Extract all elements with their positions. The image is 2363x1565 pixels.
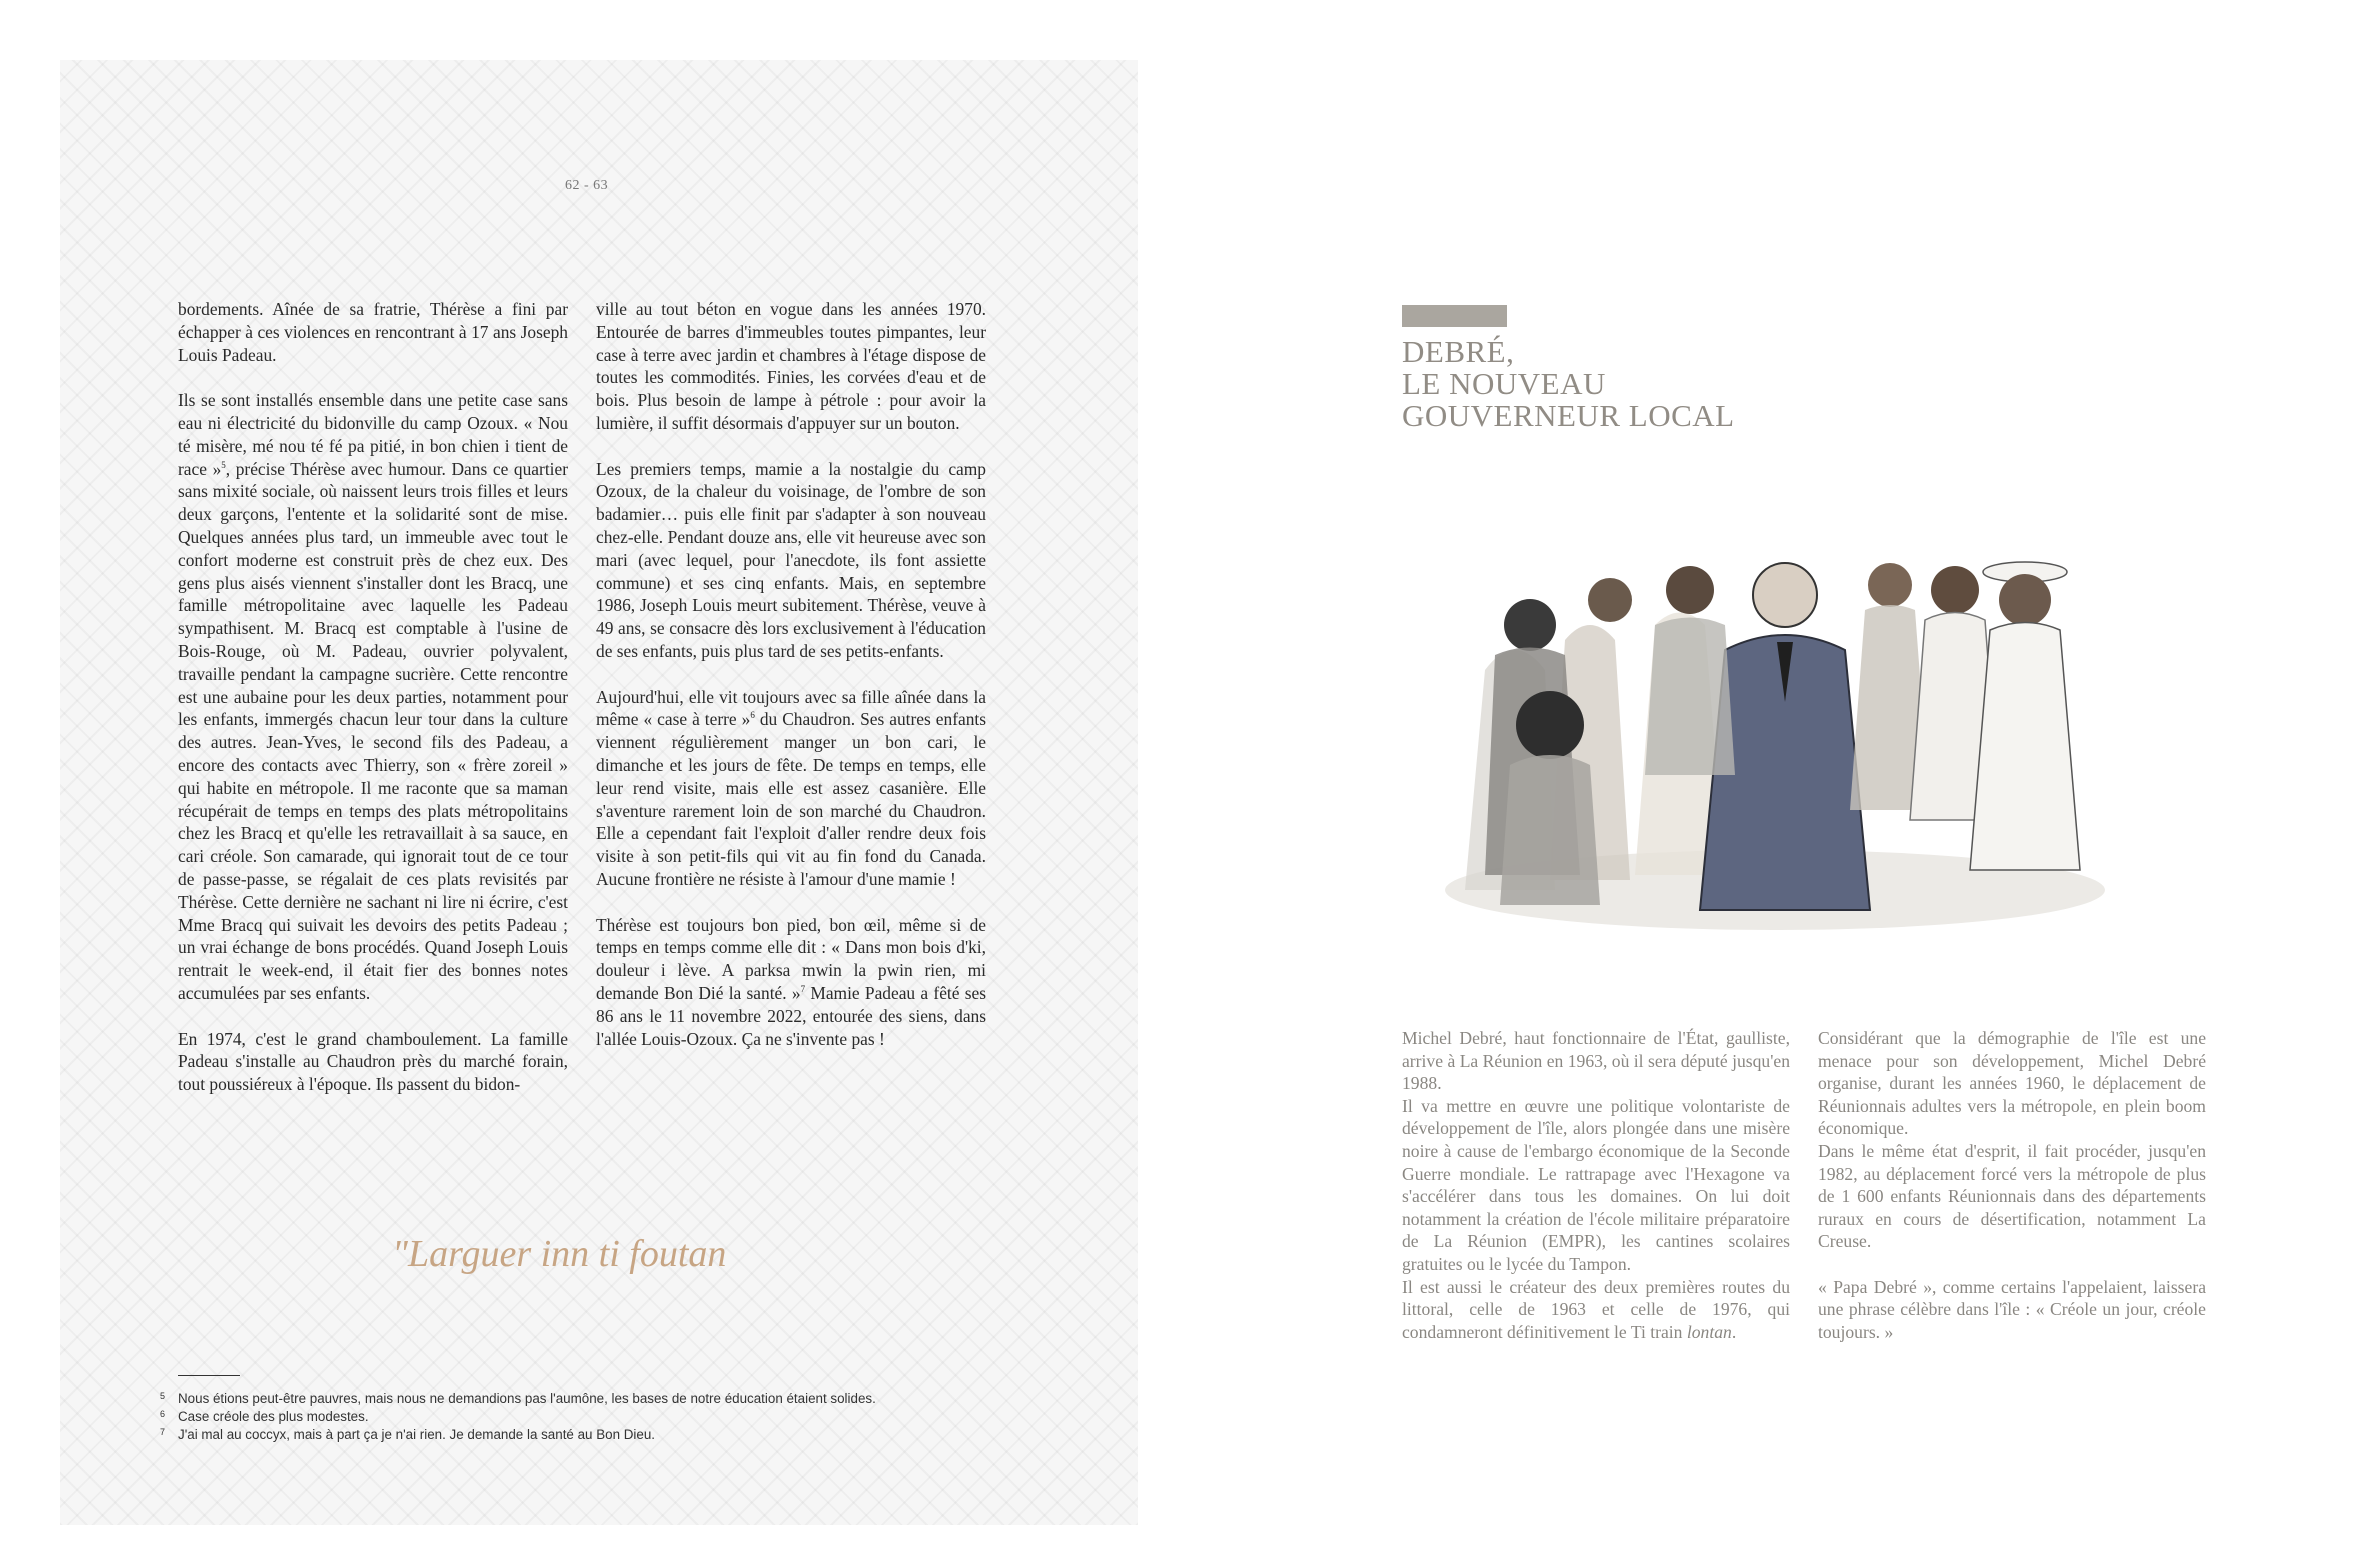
- footnotes: [160, 1390, 876, 1444]
- paragraph: Il va mettre en œuvre une politique volontariste de développement de l'île, alors plongée dans une misère noire à cause de l'embargo économique de la Seconde Guerre mondiale. Le rattrapage avec l'Hexagone va s'accélérer dans tous les domaines. On lui doit notamment la création de l'école militaire préparatoire de La Réunion (EMPR), les cantines scolaires gratuites ou le lycée du Tampon.: [1402, 1095, 1790, 1274]
- illustration-crowd-image: [1425, 530, 2125, 950]
- footnote-ref[interactable]: 7: [800, 984, 806, 995]
- paragraph: Michel Debré, haut fonctionnaire de l'État, gaulliste, arrive à La Réunion en 1963, où il sera député jusqu'en 1988.: [1402, 1028, 1790, 1094]
- pull-quote: "Larguer inn ti foutan: [392, 1233, 727, 1275]
- paragraph: Dans le même état d'esprit, il fait procéder, jusqu'en 1982, au déplacement forcé vers la métropole de plus de 1 600 enfants Réunionnais dans des départements ruraux en cours de désertification, notamment La Creuse.: [1818, 1140, 2206, 1252]
- footnote: 7 J'ai mal au coccyx, mais à part ça je n'ai rien. Je demande la santé au Bon Dieu.: [160, 1427, 656, 1442]
- footnote-divider: [178, 1375, 240, 1376]
- paragraph: En 1974, c'est le grand chamboulement. La famille Padeau s'installe au Chaudron près du marché forain, tout poussiéreux à l'époque. Ils passent du bidon-: [178, 1028, 568, 1095]
- sidebar-column-1: [1402, 1027, 1790, 1343]
- paragraph: Il est aussi le créateur des deux premières routes du littoral, celle de 1963 et celle de 1976, qui condamneront définitivement le Ti train lontan.: [1402, 1276, 1790, 1342]
- paragraph: Thérèse est toujours bon pied, bon œil, même si de temps en temps comme elle dit : « Dans mon bois d'ki, douleur i lève. A parksa mwin la pwin rien, mi demande Bon Dié la santé. »$^7$ Mamie Padeau a fêté ses 86 ans le 11 novembre 2022, entourée des siens, dans l'allée Louis-Ozoux. Ça ne s'invente pas !: [596, 914, 986, 1049]
- paragraph: Aujourd'hui, elle vit toujours avec sa fille aînée dans la même « case à terre »$^6$ du Chaudron. Ses autres enfants viennent régulièrement manger un bon cari, le dimanche et les jours de fête. De temps en temps, elle leur rend visite, mais elle est assez casanière. Elle s'aventure rarement loin de son marché du Chaudron. Elle a cependant fait l'exploit d'aller rendre deux fois visite à son petit-fils qui vit au fin fond du Canada. Aucune frontière ne résiste à l'amour d'une mamie !: [596, 686, 986, 889]
- sidebar-column-2: [1818, 1027, 2206, 1343]
- footnote-ref[interactable]: 5: [221, 459, 226, 470]
- paragraph: bordements. Aînée de sa fratrie, Thérèse a fini par échapper à ces violences en rencontrant à 17 ans Joseph Louis Padeau.: [178, 299, 568, 365]
- article-column-2: [596, 298, 986, 1073]
- paragraph: « Papa Debré », comme certains l'appelaient, laissera une phrase célèbre dans l'île : « Créole un jour, créole toujours. »: [1818, 1276, 2206, 1342]
- footnote: 6 Case créole des plus modestes.: [160, 1409, 369, 1424]
- paragraph: Les premiers temps, mamie a la nostalgie du camp Ozoux, de la chaleur du voisinage, de l'ombre de son badamier… puis elle finit par s'adapter à son nouveau chez-elle. Pendant douze ans, elle vit heureuse avec son mari (avec lequel, pour l'anecdote, ils font assiette commune) et ses cinq enfants. Mais, en septembre 1986, Joseph Louis meurt subitement. Thérèse, veuve à 49 ans, se consacre dès lors exclusivement à l'éducation de ses enfants, puis plus tard de ses petits-enfants.: [596, 458, 986, 661]
- footnote: 5 Nous étions peut-être pauvres, mais nous ne demandions pas l'aumône, les bases de notre éducation étaient solides.: [160, 1391, 876, 1406]
- article-column-1: [178, 298, 568, 1119]
- paragraph: ville au tout béton en vogue dans les années 1970. Entourée de barres d'immeubles toutes pimpantes, leur case à terre avec jardin et chambres à l'étage dispose de toutes les commodités. Finies, les corvées d'eau et de bois. Plus besoin de lampe à pétrole : pour avoir la lumière, il suffit désormais d'appuyer sur un bouton.: [596, 299, 986, 433]
- sidebar-heading: DEBRÉ, LE NOUVEAU GOUVERNEUR LOCAL: [1402, 334, 1735, 433]
- page-number: 62 - 63: [565, 178, 609, 193]
- paragraph: Considérant que la démographie de l'île est une menace pour son développement, Michel Debré organise, durant les années 1960, le déplacement de Réunionnais adultes vers la métropole, en plein boom économique.: [1818, 1028, 2206, 1139]
- footnote-ref[interactable]: 6: [750, 710, 755, 721]
- heading-accent-bar: [1402, 305, 1507, 327]
- paragraph: Ils se sont installés ensemble dans une petite case sans eau ni électricité du bidonville du camp Ozoux. « Nou té misère, mé nou té fé pa pitié, in bon chien i tient de race »$^5$, précise Thérèse avec humour. Dans ce quartier sans mixité sociale, où naissent leurs trois filles et leurs deux garçons, l'entente et la solidarité sont de mise. Quelques années plus tard, un immeuble avec tout le confort moderne est construit près de chez eux. Des gens plus aisés viennent s'installer dont les Bracq, une famille métropolitaine avec laquelle les Padeau sympathisent. M. Bracq est comptable à l'usine de Bois-Rouge, où M. Padeau, ouvrier polyvalent, travaille pendant la campagne sucrière. Cette rencontre est une aubaine pour les deux parties, notamment pour les enfants, immergés chacun leur tour dans la culture des autres. Jean-Yves, le second fils des Padeau, a encore des contacts avec Thierry, son « frère zoreil » qui habite en métropole. Il me raconte que sa maman récupérait de temps en temps des plats métropolitains chez les Bracq et qu'elle les retravaillait à sa sauce, en cari créole. Son camarade, qui ignorait tout de ce tour de passe-passe, se régalait de ces plats revisités par Thérèse. Cette dernière ne sachant ni lire ni écrire, c'est Mme Bracq qui suivait les devoirs des petits Padeau ; un vrai échange de bons procédés. Quand Joseph Louis rentrait le week-end, il était fier des bonnes notes accumulées par ses enfants.: [178, 390, 568, 1003]
